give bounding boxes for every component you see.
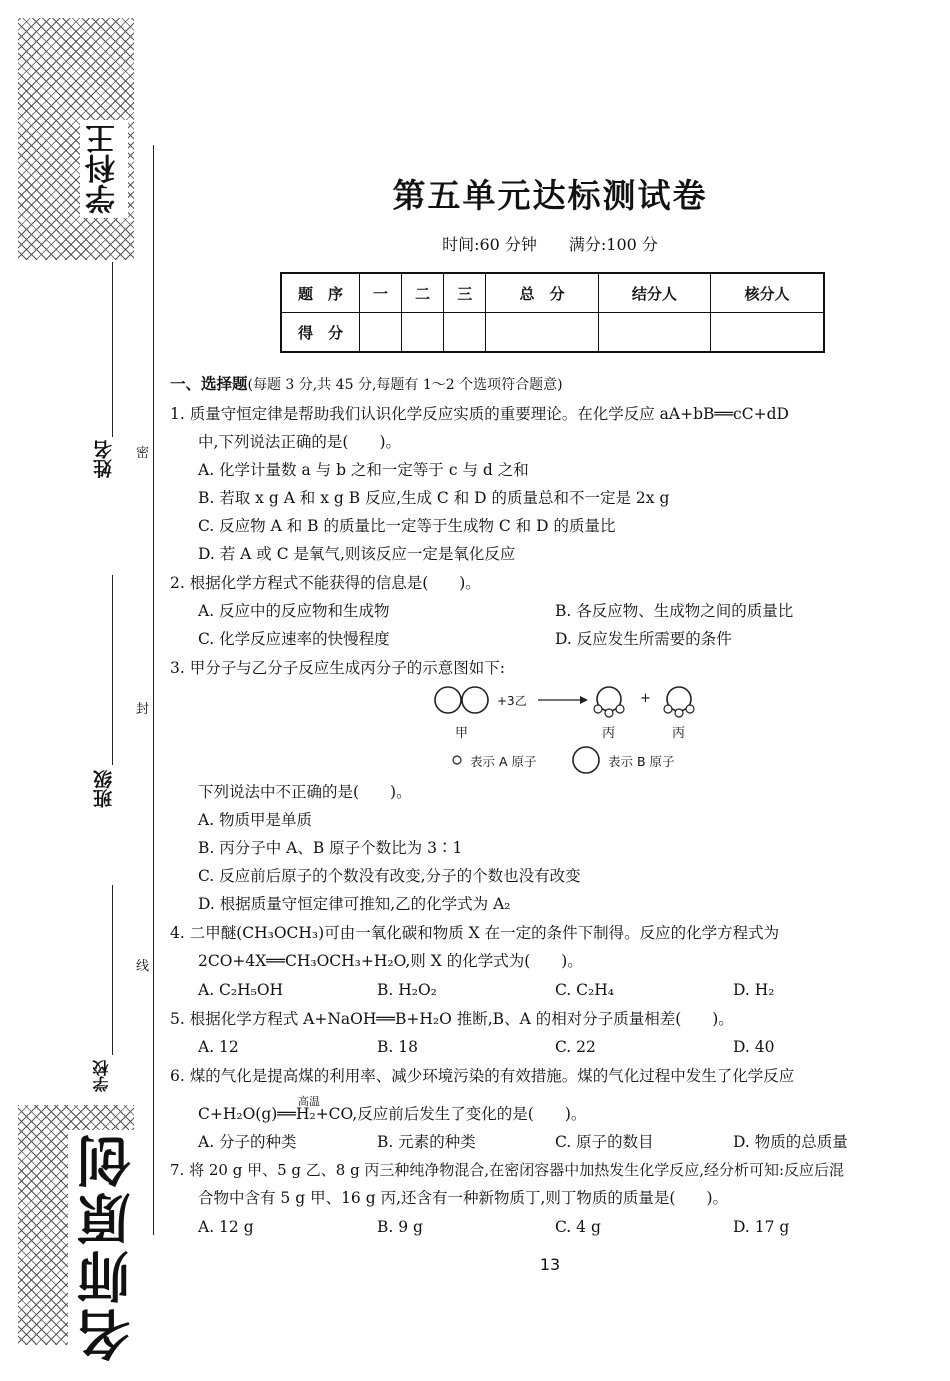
score-cell[interactable] (486, 313, 598, 353)
q1-option-b[interactable]: B. 若取 x g A 和 x g B 反应,生成 C 和 D 的质量总和不一定是 2x g (198, 489, 670, 507)
q4-stem-line2: 2CO+4X══CH₃OCH₃+H₂O,则 X 的化学式为( )。 (198, 952, 583, 970)
diagram-label-bing-2: 丙 (672, 726, 686, 741)
bing-atom-a (675, 709, 683, 717)
section-note: (每题 3 分,共 45 分,每题有 1～2 个选项符合题意) (247, 377, 563, 393)
q3-option-b[interactable]: B. 丙分子中 A、B 原子个数比为 3∶1 (198, 839, 463, 857)
score-row-label: 得 分 (281, 313, 360, 353)
bing-atom-a (605, 709, 613, 717)
legend-b-icon (573, 747, 599, 773)
q7-option-c[interactable]: C. 4 g (555, 1218, 601, 1236)
legend-a-icon (453, 756, 461, 764)
q6-option-c[interactable]: C. 原子的数目 (555, 1133, 654, 1151)
bing-atom-a (616, 705, 624, 713)
q5-stem: 5. 根据化学方程式 A+NaOH══B+H₂O 推断,B、A 的相对分子质量相差( )。 (170, 1010, 734, 1028)
bing-atom-a (594, 705, 602, 713)
bing-atom-a (664, 705, 672, 713)
q6-option-b[interactable]: B. 元素的种类 (377, 1133, 476, 1151)
q6-option-d[interactable]: D. 物质的总质量 (733, 1133, 848, 1151)
name-label: 姓名 (93, 440, 115, 478)
class-blank-line[interactable] (112, 575, 113, 765)
legend-b-text: 表示 B 原子 (608, 754, 675, 769)
q6-option-a[interactable]: A. 分子的种类 (198, 1133, 297, 1151)
class-label: 班级 (93, 770, 115, 808)
q5-option-b[interactable]: B. 18 (377, 1038, 418, 1056)
score-header-cell: 题 序 (281, 273, 360, 313)
bing-atom-a (686, 705, 694, 713)
q2-option-b[interactable]: B. 各反应物、生成物之间的质量比 (555, 602, 794, 620)
q2-option-c[interactable]: C. 化学反应速率的快慢程度 (198, 630, 390, 648)
q7-option-b[interactable]: B. 9 g (377, 1218, 423, 1236)
q6-stem-line2: C+H₂O(g)══H₂+CO,反应前后发生了变化的是( )。 (198, 1105, 587, 1123)
score-table-header-row (281, 273, 824, 313)
seal-mi: 密 (136, 446, 150, 461)
q2-option-d[interactable]: D. 反应发生所需要的条件 (555, 630, 732, 648)
q5-option-c[interactable]: C. 22 (555, 1038, 596, 1056)
diagram-plus: + (640, 691, 651, 706)
name-blank-line[interactable] (112, 262, 113, 437)
page-title: 第五单元达标测试卷 (392, 176, 708, 215)
diagram-label-jia: 甲 (455, 726, 469, 741)
q7-option-d[interactable]: D. 17 g (733, 1218, 790, 1236)
q2-option-a[interactable]: A. 反应中的反应物和生成物 (198, 602, 390, 620)
q4-option-b[interactable]: B. H₂O₂ (377, 981, 437, 999)
q4-option-d[interactable]: D. H₂ (733, 981, 775, 999)
school-blank-line[interactable] (112, 885, 113, 1055)
arrow-head (580, 696, 588, 704)
section-title: 一、选择题 (170, 375, 248, 393)
q3-option-a[interactable]: A. 物质甲是单质 (198, 811, 313, 829)
score-header-cell: 核分人 (710, 273, 824, 313)
score-header-cell: 三 (444, 273, 486, 313)
q1-stem-line1: 1. 质量守恒定律是帮助我们认识化学反应实质的重要理论。在化学反应 aA+bB══cC+dD (170, 405, 789, 423)
score-table (280, 272, 825, 353)
binding-line (153, 145, 154, 1235)
q7-option-a[interactable]: A. 12 g (198, 1218, 254, 1236)
q6-reaction-condition: 高温 (298, 1095, 320, 1108)
jia-atom-b-2 (462, 687, 488, 713)
q2-stem: 2. 根据化学方程式不能获得的信息是( )。 (170, 574, 481, 592)
section-heading (170, 373, 563, 396)
score-cell[interactable] (444, 313, 486, 353)
score-header-cell: 二 (402, 273, 444, 313)
seal-feng: 封 (136, 702, 150, 717)
q1-option-c[interactable]: C. 反应物 A 和 B 的质量比一定等于生成物 C 和 D 的质量比 (198, 517, 616, 535)
legend-a-text: 表示 A 原子 (470, 754, 537, 769)
seal-xian: 线 (136, 959, 150, 974)
q4-option-c[interactable]: C. C₂H₄ (555, 981, 614, 999)
diagram-label-bing-1: 丙 (602, 726, 616, 741)
q4-stem-line1: 4. 二甲醚(CH₃OCH₃)可由一氧化碳和物质 X 在一定的条件下制得。反应的化学方程式为 (170, 924, 780, 942)
jia-atom-b-1 (435, 687, 461, 713)
q3-stem: 3. 甲分子与乙分子反应生成丙分子的示意图如下: (170, 659, 505, 677)
q7-stem-line1: 7. 将 20 g 甲、5 g 乙、8 g 丙三种纯净物混合,在密闭容器中加热发生化学反应,经分析可知:反应后混 (170, 1161, 845, 1179)
diagram-plus3: +3乙 (497, 694, 527, 708)
page-number: 13 (539, 1255, 561, 1274)
q3-option-c[interactable]: C. 反应前后原子的个数没有改变,分子的个数也没有改变 (198, 867, 581, 885)
q3-stem2: 下列说法中不正确的是( )。 (198, 783, 412, 801)
q4-option-a[interactable]: A. C₂H₅OH (198, 981, 284, 999)
score-cell[interactable] (360, 313, 402, 353)
q1-option-d[interactable]: D. 若 A 或 C 是氧气,则该反应一定是氧化反应 (198, 545, 516, 563)
score-header-cell: 总 分 (486, 273, 598, 313)
score-header-cell: 一 (360, 273, 402, 313)
score-cell[interactable] (710, 313, 824, 353)
q3-option-d[interactable]: D. 根据质量守恒定律可推知,乙的化学式为 A₂ (198, 895, 511, 913)
brand-logo-top: 学科王 (80, 120, 128, 218)
score-header-cell: 结分人 (598, 273, 710, 313)
score-cell[interactable] (598, 313, 710, 353)
q6-stem-line1: 6. 煤的气化是提高煤的利用率、减少环境污染的有效措施。煤的气化过程中发生了化学反应 (170, 1067, 795, 1085)
time-info: 时间:60 分钟 满分:100 分 (442, 235, 658, 254)
q5-option-d[interactable]: D. 40 (733, 1038, 775, 1056)
q7-stem-line2: 合物中含有 5 g 甲、16 g 丙,还含有一种新物质丁,则丁物质的质量是( )。 (198, 1189, 729, 1207)
brand-logo-bottom: 名师原创 (68, 1130, 145, 1362)
school-label: 学校 (92, 1060, 111, 1092)
q1-stem-line2: 中,下列说法正确的是( )。 (198, 433, 402, 451)
score-table-score-row (281, 313, 824, 353)
q5-option-a[interactable]: A. 12 (198, 1038, 239, 1056)
q1-option-a[interactable]: A. 化学计量数 a 与 b 之和一定等于 c 与 d 之和 (198, 461, 529, 479)
score-cell[interactable] (402, 313, 444, 353)
